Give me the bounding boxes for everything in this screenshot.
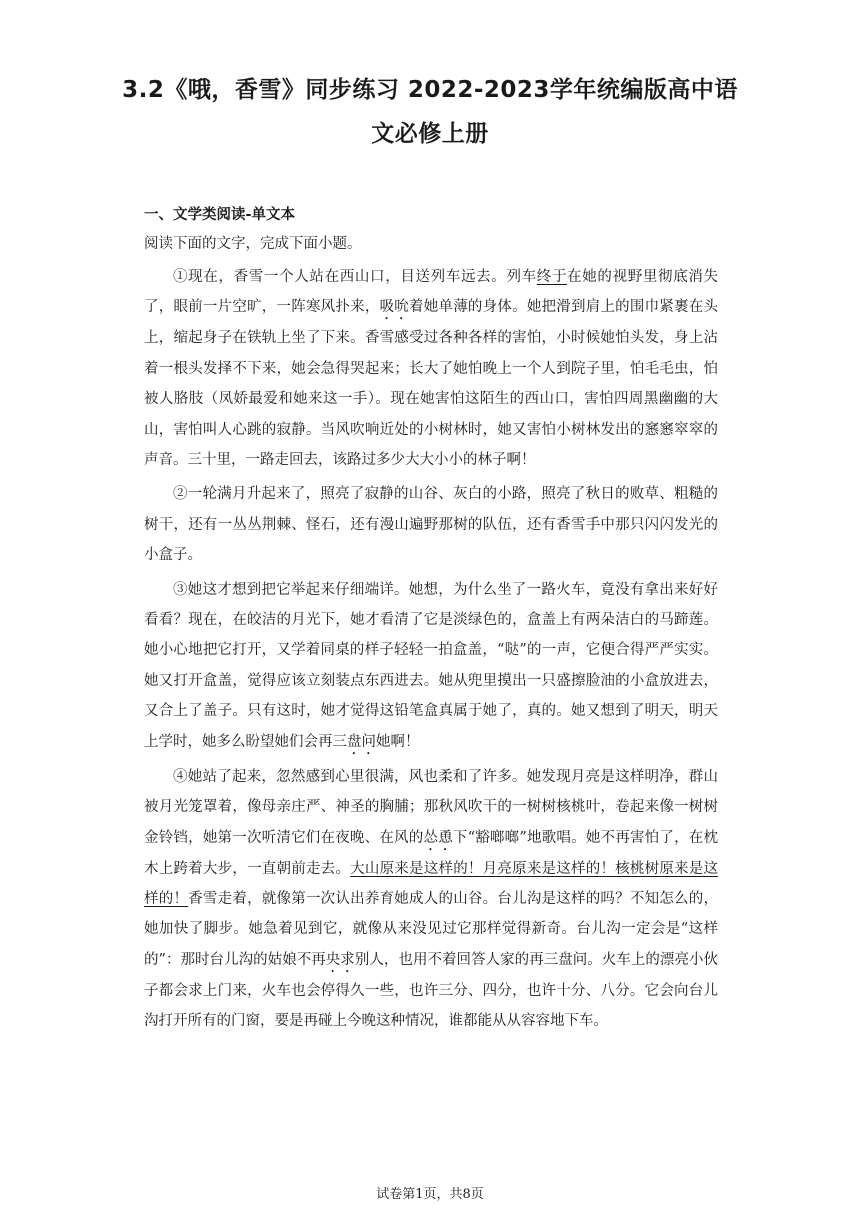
page-footer: 试卷第1页，共8页 [376, 1187, 484, 1202]
paragraph-4 [144, 762, 718, 1037]
paragraph-3 [144, 575, 718, 758]
paragraph-1 [144, 262, 718, 475]
document-title: 3.2《哦，香雪》同步练习 2022-2023学年统编版高中语文必修上册 [122, 77, 738, 147]
p1-text-c: 着她单薄的身体。她把滑到肩上的围巾紧裹在头上，缩起身子在铁轨上坐了下来。香雪感受过各种各样的害怕，小时候她怕头发，身上沾着一根头发择不下来，她会急得哭起来；长大了她怕晚上一个人到院子里，怕毛毛虫，怕被人胳肢（凤娇最爱和她来这一手）。现在她害怕这陌生的西山口，害怕四周黑幽幽的大山，害怕叫人心跳的寂静。当风吹响近处的小树林时，她又害怕小树林发出的窸窸窣窣的声音。三十里，一路走回去，该路过多少大大小小的林子啊！ [144, 299, 719, 469]
p4-dotted-word-2: 央求 [325, 951, 355, 968]
p4-underlined-sentence: 大山原来是这样的！月亮原来是这样的！核桃树原来是这样的！ [144, 860, 719, 907]
passage [144, 262, 718, 1041]
p1-text-b: 在她的视野里彻底消失了，眼前一片空旷，一阵寒风扑来， [144, 269, 719, 316]
p4-dotted-word-1: 怂恿 [423, 829, 453, 846]
p4-text-b: 下“豁啷啷”地歌唱。她不再害怕了，在枕木上跨着大步，一直朝前走去。 [144, 829, 719, 877]
p3-text-a: ③她这才想到把它举起来仔细端详。她想，为什么坐了一路火车，竟没有拿出来好好看看？现在，在皎洁的月光下，她才看清了它是淡绿色的，盒盖上有两朵洁白的马蹄莲。她小心地把它打开，又学着同桌的样子轻轻一拍盒盖，“哒”的一声，它便合得严严实实。她又打开盒盖，觉得应该立刻装点东西进去。她从兜里摸出一只盛擦脸油的小盒放进去，又合上了盖子。只有这时，她才觉得这铅笔盒真属于她了，真的。她又想到了明天，明天上学时，她多么盼望她们会再三 [144, 581, 718, 750]
p1-text-a: ①现在，香雪一个人站在西山口，目送列车远去。列车 [173, 269, 537, 285]
p4-text-d: 别人，也用不着回答人家的再三盘问。火车上的漂亮小伙子都会求上门来，火车也会停得久一些，也许三分、四分，也许十分、八分。它会向台儿沟打开所有的门窗，要是再碰上今晚这种情况，谁都能从从容容地下车。 [144, 951, 719, 1030]
p3-text-b: 她啊！ [376, 733, 420, 750]
p1-underlined-word: 终于 [536, 269, 568, 285]
paragraph-2: ②一轮满月升起来了，照亮了寂静的山谷、灰白的小路，照亮了秋日的败草、粗糙的树干，还有一丛丛荆棘、怪石，还有漫山遍野那树的队伍，还有香雪手中那只闪闪发光的小盒子。 [144, 486, 718, 564]
p4-text-c: 香雪走着，就像第一次认出养育她成人的山谷。台儿沟是这样的吗？不知怎么的，她加快了脚步。她急着见到它，就像从来没见过它那样觉得新奇。台儿沟一定会是“这样的”：那时台儿沟的姑娘不再 [144, 890, 718, 968]
p3-dotted-word: 盘问 [347, 733, 376, 750]
p4-text-a: ④她站了起来，忽然感到心里很满，风也柔和了许多。她发现月亮是这样明净，群山被月光笼罩着，像母亲庄严、神圣的胸脯；那秋风吹干的一树树核桃叶，卷起来像一树树金铃铛，她第一次听清它们在夜晚、在风的 [144, 768, 718, 846]
p1-dotted-word: 吸吮 [379, 299, 410, 316]
instruction-text: 阅读下面的文字，完成下面小题。 [144, 236, 362, 252]
section-heading: 一、文学类阅读-单文本 [144, 207, 296, 223]
